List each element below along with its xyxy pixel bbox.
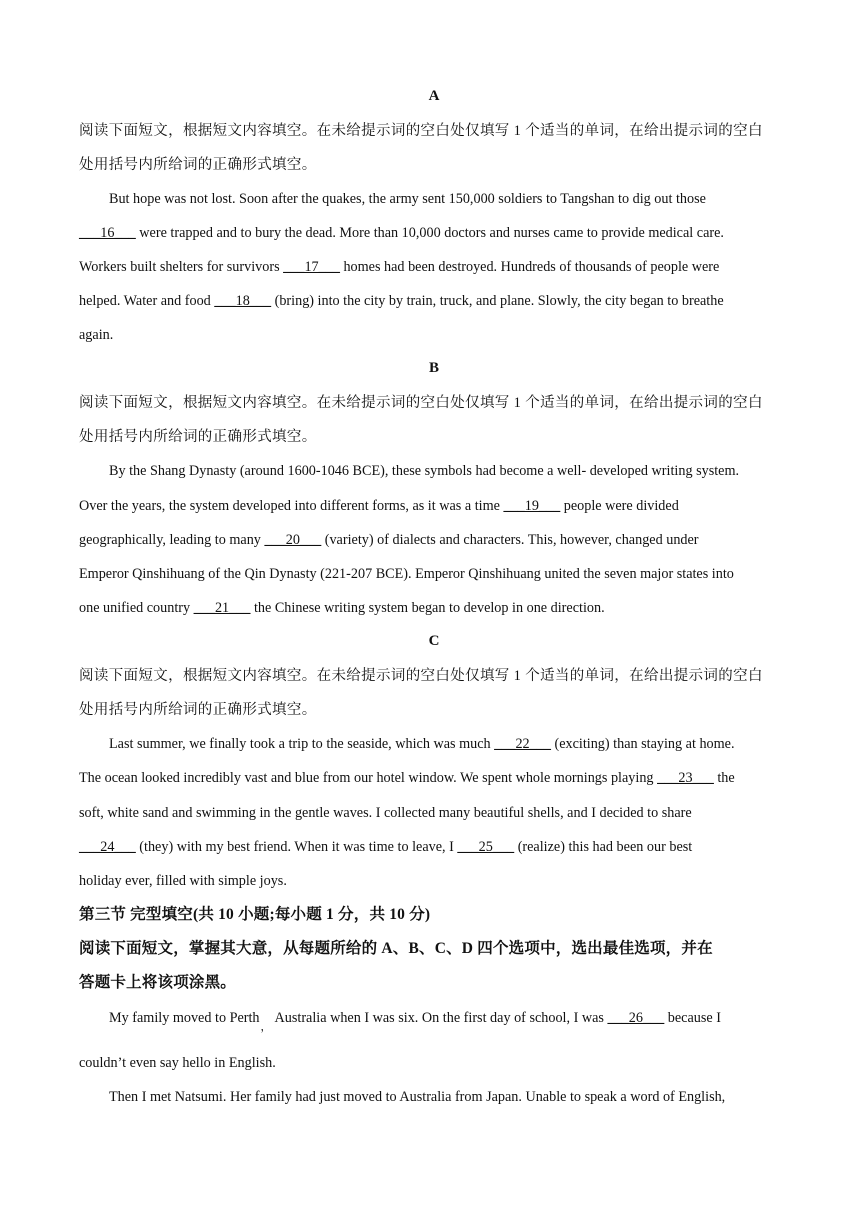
section-c-passage-line-5: holiday ever, filled with simple joys. [79, 873, 287, 889]
blank-19[interactable]: ___19___ [503, 498, 561, 514]
blank-16[interactable]: ___16___ [79, 225, 136, 241]
passage-text: Last summer, we finally took a trip to the seaside, which was much [109, 736, 495, 752]
passage-text: (exciting) than staying at home. [550, 736, 735, 752]
section-c-passage-line-3: soft, white sand and swimming in the gentle waves. I collected many beautiful shells, and I decided to share [79, 805, 692, 821]
section-3-instruction-line-1: 阅读下面短文，掌握其大意，从每题所给的 A、B、C、D 四个选项中，选出最佳选项，并在 [79, 940, 713, 957]
passage-text: because I [664, 1010, 721, 1026]
blank-18[interactable]: ___18___ [214, 293, 272, 309]
section-b-passage-line-2 [79, 496, 679, 516]
passage-text: one unified country [79, 600, 194, 616]
passage-text: geographically, leading to many [79, 532, 265, 548]
section-a-passage-line-4 [79, 291, 724, 311]
blank-24[interactable]: ___24___ [79, 839, 136, 855]
passage-text: helped. Water and food [79, 293, 215, 309]
passage-text: (variety) of dialects and characters. This, however, changed under [321, 532, 699, 548]
section-c-instruction-line-1: 阅读下面短文，根据短文内容填空。在未给提示词的空白处仅填写 1 个适当的单词，在给出提示词的空白 [79, 668, 763, 684]
section-a-heading: A [428, 88, 440, 104]
passage-text: (they) with my best friend. When it was time to leave, I [135, 839, 458, 855]
section-b-passage-line-5 [79, 598, 605, 618]
section-a-instruction-line-1: 阅读下面短文，根据短文内容填空。在未给提示词的空白处仅填写 1 个适当的单词，在给出提示词的空白 [79, 123, 763, 139]
passage-text: Workers built shelters for survivors [79, 259, 284, 275]
floating-comma: ， [260, 1021, 272, 1033]
passage-text: were trapped and to bury the dead. More than 10,000 doctors and nurses came to provide medical care. [135, 225, 724, 241]
section-3-passage-line-1 [109, 1008, 721, 1033]
passage-text: the [713, 770, 735, 786]
section-b-instruction-line-2: 处用括号内所给词的正确形式填空。 [79, 429, 317, 445]
section-b-heading: B [428, 360, 439, 376]
blank-23[interactable]: ___23___ [657, 770, 714, 786]
section-a-passage-line-2 [79, 223, 724, 243]
section-b-passage-line-4: Emperor Qinshihuang of the Qin Dynasty (221-207 BCE). Emperor Qinshihuang united the seven major states into [79, 566, 734, 582]
section-c-passage-line-4 [79, 837, 692, 857]
passage-text: the Chinese writing system began to develop in one direction. [250, 600, 605, 616]
section-c-passage-line-1 [109, 734, 735, 754]
section-3-instruction-line-2: 答题卡上将该项涂黑。 [79, 974, 237, 991]
section-3-passage-line-2: couldn’t even say hello in English. [79, 1055, 276, 1071]
section-c-instruction-line-2: 处用括号内所给词的正确形式填空。 [79, 702, 317, 718]
blank-22[interactable]: ___22___ [494, 736, 551, 752]
passage-text: My family moved to Perth [109, 1010, 260, 1026]
section-c-heading: C [428, 633, 440, 649]
section-a-instruction-line-2: 处用括号内所给词的正确形式填空。 [79, 157, 317, 173]
passage-text: people were divided [560, 498, 679, 514]
passage-text: (realize) this had been our best [514, 839, 693, 855]
section-3-passage-line-3: Then I met Natsumi. Her family had just moved to Australia from Japan. Unable to speak a word of English, [109, 1089, 726, 1105]
blank-17[interactable]: ___17___ [283, 259, 340, 275]
section-b-instruction-line-1: 阅读下面短文，根据短文内容填空。在未给提示词的空白处仅填写 1 个适当的单词，在给出提示词的空白 [79, 395, 763, 411]
section-3-title: 第三节 完型填空(共 10 小题;每小题 1 分，共 10 分) [79, 906, 431, 923]
passage-text: Australia when I was six. On the first day of school, I was [274, 1010, 608, 1026]
section-a-passage-line-5: again. [79, 327, 114, 343]
passage-text: Over the years, the system developed into different forms, as it was a time [79, 498, 504, 514]
blank-20[interactable]: ___20___ [264, 532, 322, 548]
section-b-passage-line-3 [79, 530, 699, 550]
section-a-passage-line-3 [79, 257, 719, 277]
section-c-passage-line-2 [79, 768, 735, 788]
passage-text: The ocean looked incredibly vast and blue from our hotel window. We spent whole mornings playing [79, 770, 658, 786]
blank-21[interactable]: ___21___ [193, 600, 251, 616]
passage-text: homes had been destroyed. Hundreds of thousands of people were [339, 259, 720, 275]
blank-26[interactable]: ___26___ [607, 1010, 665, 1026]
section-b-passage-line-1: By the Shang Dynasty (around 1600-1046 BCE), these symbols had become a well- developed writing system. [109, 463, 740, 479]
passage-text: (bring) into the city by train, truck, and plane. Slowly, the city began to breathe [271, 293, 724, 309]
blank-25[interactable]: ___25___ [457, 839, 515, 855]
section-a-passage-line-1: But hope was not lost. Soon after the quakes, the army sent 150,000 soldiers to Tangshan to dig out those [109, 191, 706, 207]
